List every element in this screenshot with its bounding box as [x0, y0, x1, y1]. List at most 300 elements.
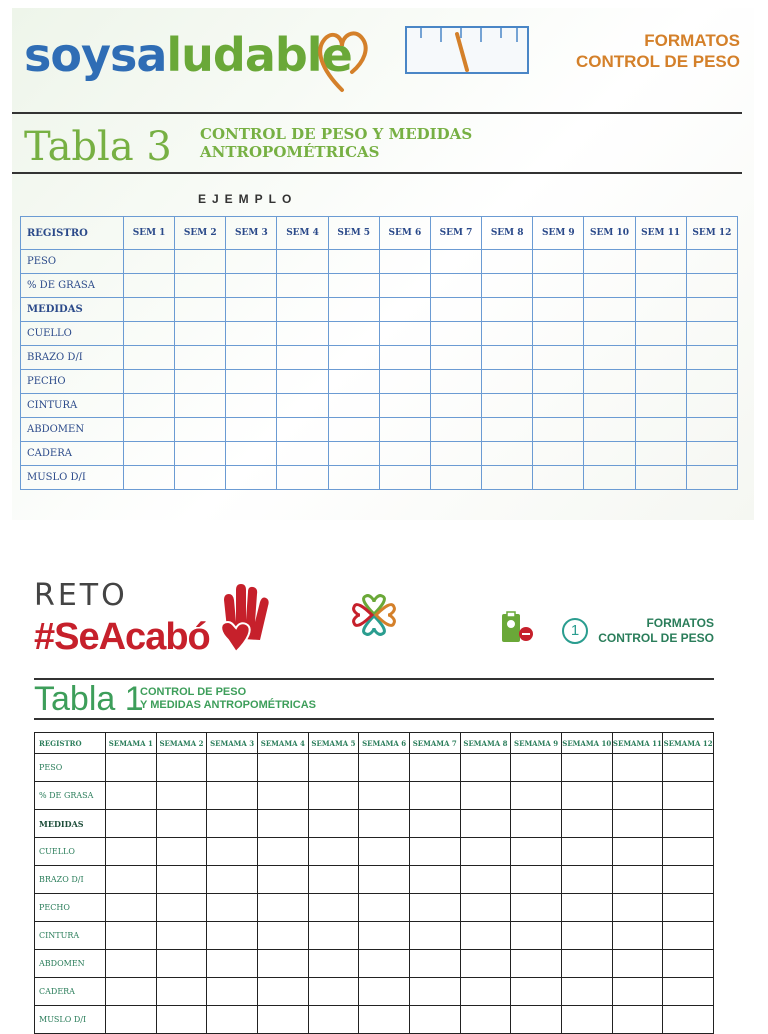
column-header: REGISTRO: [21, 217, 124, 250]
entry-cell[interactable]: [379, 442, 430, 466]
entry-cell[interactable]: [106, 978, 157, 1006]
entry-cell[interactable]: [156, 950, 207, 978]
formatos-line-2: CONTROL DE PESO: [598, 631, 714, 645]
entry-cell[interactable]: [686, 370, 737, 394]
entry-cell[interactable]: [308, 782, 359, 810]
entry-cell[interactable]: [106, 922, 157, 950]
entry-cell[interactable]: [308, 754, 359, 782]
entry-cell: [511, 810, 562, 838]
entry-cell[interactable]: [533, 466, 584, 490]
entry-cell[interactable]: [124, 418, 175, 442]
row-label: % DE GRASA: [21, 274, 124, 298]
scale-gauge-icon: [405, 26, 529, 76]
entry-cell[interactable]: [430, 346, 481, 370]
table-subtitle: [200, 125, 472, 161]
entry-cell[interactable]: [226, 466, 277, 490]
entry-cell[interactable]: [430, 466, 481, 490]
entry-cell[interactable]: [460, 754, 511, 782]
entry-cell[interactable]: [207, 950, 258, 978]
entry-cell[interactable]: [686, 346, 737, 370]
entry-cell[interactable]: [106, 782, 157, 810]
entry-cell[interactable]: [124, 322, 175, 346]
table-subtitle-line-1: CONTROL DE PESO Y MEDIDAS: [200, 125, 473, 143]
entry-cell[interactable]: [663, 978, 714, 1006]
entry-cell[interactable]: [533, 322, 584, 346]
entry-cell[interactable]: [663, 866, 714, 894]
entry-cell[interactable]: [409, 978, 460, 1006]
entry-cell[interactable]: [584, 442, 635, 466]
entry-cell: [460, 810, 511, 838]
clipboard-scale-icon: [500, 610, 536, 646]
clover-hearts-icon: [352, 592, 396, 640]
table-subtitle-line-1: CONTROL DE PESO: [140, 686, 247, 698]
entry-cell[interactable]: [561, 950, 612, 978]
entry-cell[interactable]: [156, 754, 207, 782]
entry-cell: [686, 298, 737, 322]
entry-cell[interactable]: [175, 394, 226, 418]
entry-cell[interactable]: [328, 250, 379, 274]
entry-cell[interactable]: [612, 894, 663, 922]
entry-cell[interactable]: [482, 250, 533, 274]
entry-cell[interactable]: [430, 442, 481, 466]
entry-cell: [277, 298, 328, 322]
entry-cell[interactable]: [686, 274, 737, 298]
entry-cell: [635, 298, 686, 322]
entry-cell[interactable]: [511, 782, 562, 810]
entry-cell[interactable]: [533, 394, 584, 418]
entry-cell[interactable]: [482, 442, 533, 466]
entry-cell[interactable]: [207, 1006, 258, 1034]
entry-cell[interactable]: [533, 442, 584, 466]
entry-cell[interactable]: [482, 370, 533, 394]
entry-cell[interactable]: [207, 782, 258, 810]
row-label: % DE GRASA: [35, 782, 106, 810]
entry-cell[interactable]: [277, 322, 328, 346]
entry-cell[interactable]: [124, 274, 175, 298]
entry-cell[interactable]: [584, 418, 635, 442]
entry-cell[interactable]: [257, 978, 308, 1006]
table-row: [35, 782, 714, 810]
entry-cell[interactable]: [207, 922, 258, 950]
entry-cell[interactable]: [359, 950, 410, 978]
entry-cell[interactable]: [277, 346, 328, 370]
entry-cell: [124, 298, 175, 322]
column-header: SEMAMA 7: [409, 733, 460, 754]
entry-cell: [533, 298, 584, 322]
entry-cell[interactable]: [686, 250, 737, 274]
entry-cell[interactable]: [430, 250, 481, 274]
entry-cell[interactable]: [612, 978, 663, 1006]
entry-cell[interactable]: [257, 922, 308, 950]
entry-cell[interactable]: [328, 274, 379, 298]
column-header: SEM 9: [533, 217, 584, 250]
entry-cell[interactable]: [277, 394, 328, 418]
measurement-table-example: [20, 216, 738, 490]
logo-part-ludable: ludable: [166, 28, 352, 82]
entry-cell[interactable]: [328, 370, 379, 394]
entry-cell: [561, 810, 612, 838]
top-panel: [12, 8, 754, 520]
table-title: Tabla 1: [34, 680, 144, 718]
row-label: BRAZO D/I: [35, 866, 106, 894]
entry-cell[interactable]: [175, 346, 226, 370]
divider-line: [12, 172, 742, 174]
entry-cell[interactable]: [533, 274, 584, 298]
entry-cell[interactable]: [460, 894, 511, 922]
row-label: CINTURA: [21, 394, 124, 418]
entry-cell[interactable]: [612, 838, 663, 866]
entry-cell[interactable]: [482, 274, 533, 298]
entry-cell[interactable]: [277, 442, 328, 466]
entry-cell[interactable]: [482, 466, 533, 490]
column-header: SEMAMA 8: [460, 733, 511, 754]
section-row: [21, 298, 738, 322]
entry-cell[interactable]: [409, 894, 460, 922]
entry-cell[interactable]: [430, 274, 481, 298]
entry-cell[interactable]: [663, 1006, 714, 1034]
column-header: SEMAMA 3: [207, 733, 258, 754]
entry-cell[interactable]: [308, 922, 359, 950]
formatos-line-1: FORMATOS: [644, 31, 740, 50]
entry-cell[interactable]: [663, 950, 714, 978]
entry-cell[interactable]: [277, 274, 328, 298]
entry-cell[interactable]: [106, 950, 157, 978]
entry-cell[interactable]: [612, 1006, 663, 1034]
entry-cell[interactable]: [460, 838, 511, 866]
entry-cell[interactable]: [308, 978, 359, 1006]
entry-cell[interactable]: [106, 866, 157, 894]
entry-cell[interactable]: [308, 950, 359, 978]
entry-cell[interactable]: [561, 754, 612, 782]
heart-outline-icon: [312, 18, 372, 98]
entry-cell[interactable]: [612, 950, 663, 978]
entry-cell[interactable]: [156, 894, 207, 922]
entry-cell[interactable]: [663, 782, 714, 810]
entry-cell[interactable]: [359, 894, 410, 922]
column-header: SEMAMA 4: [257, 733, 308, 754]
entry-cell[interactable]: [359, 1006, 410, 1034]
entry-cell: [175, 298, 226, 322]
entry-cell[interactable]: [156, 782, 207, 810]
column-header: SEMAMA 5: [308, 733, 359, 754]
column-header: SEMAMA 1: [106, 733, 157, 754]
entry-cell[interactable]: [460, 782, 511, 810]
entry-cell[interactable]: [359, 754, 410, 782]
entry-cell[interactable]: [328, 442, 379, 466]
entry-cell[interactable]: [511, 922, 562, 950]
entry-cell[interactable]: [379, 322, 430, 346]
entry-cell[interactable]: [511, 894, 562, 922]
entry-cell[interactable]: [511, 838, 562, 866]
column-header: SEM 10: [584, 217, 635, 250]
entry-cell[interactable]: [226, 370, 277, 394]
entry-cell[interactable]: [175, 418, 226, 442]
entry-cell[interactable]: [359, 922, 410, 950]
entry-cell[interactable]: [106, 838, 157, 866]
entry-cell[interactable]: [561, 838, 612, 866]
entry-cell[interactable]: [460, 1006, 511, 1034]
entry-cell[interactable]: [612, 922, 663, 950]
entry-cell[interactable]: [511, 866, 562, 894]
entry-cell[interactable]: [663, 922, 714, 950]
entry-cell[interactable]: [430, 370, 481, 394]
entry-cell[interactable]: [561, 922, 612, 950]
entry-cell[interactable]: [533, 370, 584, 394]
entry-cell[interactable]: [584, 466, 635, 490]
entry-cell[interactable]: [379, 418, 430, 442]
entry-cell[interactable]: [409, 922, 460, 950]
entry-cell[interactable]: [308, 866, 359, 894]
entry-cell[interactable]: [379, 466, 430, 490]
entry-cell: [409, 810, 460, 838]
entry-cell[interactable]: [460, 950, 511, 978]
entry-cell: [226, 298, 277, 322]
entry-cell[interactable]: [257, 1006, 308, 1034]
table-row: [35, 950, 714, 978]
entry-cell[interactable]: [379, 370, 430, 394]
entry-cell[interactable]: [511, 950, 562, 978]
entry-cell[interactable]: [635, 274, 686, 298]
entry-cell[interactable]: [257, 894, 308, 922]
entry-cell[interactable]: [257, 754, 308, 782]
entry-cell[interactable]: [156, 1006, 207, 1034]
entry-cell[interactable]: [207, 838, 258, 866]
entry-cell: [482, 298, 533, 322]
table-row: [35, 1006, 714, 1034]
entry-cell[interactable]: [533, 418, 584, 442]
entry-cell[interactable]: [460, 866, 511, 894]
entry-cell[interactable]: [175, 274, 226, 298]
formatos-heading: [576, 30, 740, 72]
table-header-row: [35, 733, 714, 754]
entry-cell[interactable]: [584, 370, 635, 394]
entry-cell[interactable]: [124, 442, 175, 466]
entry-cell[interactable]: [257, 838, 308, 866]
table-row: [21, 466, 738, 490]
table-row: [21, 274, 738, 298]
column-header: SEMAMA 12: [663, 733, 714, 754]
entry-cell[interactable]: [409, 866, 460, 894]
entry-cell[interactable]: [124, 466, 175, 490]
entry-cell[interactable]: [226, 346, 277, 370]
row-label: BRAZO D/I: [21, 346, 124, 370]
entry-cell[interactable]: [561, 1006, 612, 1034]
column-header: SEMAMA 11: [612, 733, 663, 754]
entry-cell[interactable]: [359, 782, 410, 810]
entry-cell[interactable]: [156, 922, 207, 950]
entry-cell[interactable]: [584, 322, 635, 346]
entry-cell[interactable]: [156, 866, 207, 894]
entry-cell[interactable]: [124, 250, 175, 274]
entry-cell[interactable]: [409, 838, 460, 866]
entry-cell[interactable]: [328, 418, 379, 442]
entry-cell[interactable]: [106, 754, 157, 782]
column-header: SEM 5: [328, 217, 379, 250]
entry-cell[interactable]: [663, 754, 714, 782]
table-subtitle-line-2: Y MEDIDAS ANTROPOMÉTRICAS: [140, 699, 317, 711]
entry-cell[interactable]: [308, 1006, 359, 1034]
entry-cell[interactable]: [207, 978, 258, 1006]
table-row: [21, 322, 738, 346]
table-row: [35, 922, 714, 950]
column-header: SEM 3: [226, 217, 277, 250]
entry-cell[interactable]: [207, 754, 258, 782]
entry-cell[interactable]: [277, 466, 328, 490]
entry-cell[interactable]: [207, 894, 258, 922]
entry-cell[interactable]: [124, 346, 175, 370]
entry-cell[interactable]: [226, 394, 277, 418]
entry-cell[interactable]: [328, 346, 379, 370]
entry-cell[interactable]: [635, 250, 686, 274]
entry-cell[interactable]: [379, 394, 430, 418]
section-row: [35, 810, 714, 838]
entry-cell[interactable]: [175, 370, 226, 394]
entry-cell[interactable]: [379, 274, 430, 298]
entry-cell: [584, 298, 635, 322]
entry-cell[interactable]: [584, 274, 635, 298]
entry-cell[interactable]: [635, 346, 686, 370]
entry-cell[interactable]: [226, 418, 277, 442]
entry-cell[interactable]: [430, 418, 481, 442]
column-header: SEM 2: [175, 217, 226, 250]
row-label: CINTURA: [35, 922, 106, 950]
entry-cell[interactable]: [226, 274, 277, 298]
entry-cell[interactable]: [635, 418, 686, 442]
measurement-table-blank: [34, 732, 714, 1034]
entry-cell[interactable]: [561, 894, 612, 922]
entry-cell[interactable]: [226, 322, 277, 346]
column-header: SEMAMA 10: [561, 733, 612, 754]
entry-cell[interactable]: [686, 442, 737, 466]
entry-cell[interactable]: [277, 418, 328, 442]
entry-cell[interactable]: [207, 866, 258, 894]
entry-cell[interactable]: [409, 1006, 460, 1034]
entry-cell: [328, 298, 379, 322]
entry-cell[interactable]: [308, 838, 359, 866]
entry-cell[interactable]: [635, 394, 686, 418]
entry-cell[interactable]: [635, 466, 686, 490]
entry-cell[interactable]: [612, 754, 663, 782]
entry-cell[interactable]: [533, 346, 584, 370]
entry-cell[interactable]: [106, 894, 157, 922]
entry-cell[interactable]: [359, 866, 410, 894]
entry-cell[interactable]: [226, 442, 277, 466]
entry-cell[interactable]: [561, 978, 612, 1006]
entry-cell[interactable]: [686, 466, 737, 490]
entry-cell[interactable]: [328, 394, 379, 418]
entry-cell[interactable]: [584, 394, 635, 418]
row-label: ABDOMEN: [35, 950, 106, 978]
entry-cell[interactable]: [663, 838, 714, 866]
entry-cell[interactable]: [561, 866, 612, 894]
row-label: MEDIDAS: [21, 298, 124, 322]
row-label: ABDOMEN: [21, 418, 124, 442]
entry-cell[interactable]: [175, 442, 226, 466]
entry-cell[interactable]: [511, 1006, 562, 1034]
table-subtitle-line-2: ANTROPOMÉTRICAS: [200, 143, 380, 161]
entry-cell[interactable]: [156, 978, 207, 1006]
entry-cell[interactable]: [106, 1006, 157, 1034]
entry-cell[interactable]: [379, 250, 430, 274]
table-row: [21, 418, 738, 442]
formatos-line-1: FORMATOS: [646, 616, 714, 630]
entry-cell[interactable]: [359, 838, 410, 866]
entry-cell[interactable]: [460, 978, 511, 1006]
entry-cell[interactable]: [257, 782, 308, 810]
entry-cell[interactable]: [257, 950, 308, 978]
entry-cell[interactable]: [226, 250, 277, 274]
entry-cell[interactable]: [409, 782, 460, 810]
table-row: [35, 838, 714, 866]
table-row: [21, 370, 738, 394]
entry-cell[interactable]: [328, 466, 379, 490]
entry-cell[interactable]: [511, 754, 562, 782]
entry-cell[interactable]: [430, 394, 481, 418]
entry-cell[interactable]: [686, 322, 737, 346]
entry-cell[interactable]: [409, 950, 460, 978]
entry-cell[interactable]: [430, 322, 481, 346]
entry-cell[interactable]: [175, 322, 226, 346]
entry-cell[interactable]: [175, 250, 226, 274]
entry-cell[interactable]: [277, 370, 328, 394]
entry-cell[interactable]: [533, 250, 584, 274]
entry-cell[interactable]: [511, 978, 562, 1006]
example-label: EJEMPLO: [198, 192, 298, 206]
entry-cell[interactable]: [561, 782, 612, 810]
entry-cell[interactable]: [635, 370, 686, 394]
entry-cell[interactable]: [663, 894, 714, 922]
entry-cell[interactable]: [124, 394, 175, 418]
entry-cell[interactable]: [308, 894, 359, 922]
entry-cell[interactable]: [635, 442, 686, 466]
entry-cell[interactable]: [257, 866, 308, 894]
table-row: [21, 250, 738, 274]
row-label: PECHO: [21, 370, 124, 394]
entry-cell[interactable]: [460, 922, 511, 950]
table-row: [35, 978, 714, 1006]
entry-cell[interactable]: [328, 322, 379, 346]
entry-cell[interactable]: [686, 418, 737, 442]
column-header: SEM 11: [635, 217, 686, 250]
table-row: [21, 442, 738, 466]
entry-cell[interactable]: [584, 250, 635, 274]
column-header: SEM 1: [124, 217, 175, 250]
entry-cell[interactable]: [482, 418, 533, 442]
entry-cell[interactable]: [482, 394, 533, 418]
entry-cell: [207, 810, 258, 838]
entry-cell[interactable]: [156, 838, 207, 866]
table-row: [21, 346, 738, 370]
entry-cell[interactable]: [686, 394, 737, 418]
entry-cell[interactable]: [482, 322, 533, 346]
column-header: SEMAMA 6: [359, 733, 410, 754]
entry-cell[interactable]: [124, 370, 175, 394]
entry-cell[interactable]: [635, 322, 686, 346]
logo-part-soysa: soysa: [24, 28, 167, 82]
entry-cell[interactable]: [175, 466, 226, 490]
entry-cell[interactable]: [612, 866, 663, 894]
entry-cell[interactable]: [409, 754, 460, 782]
entry-cell[interactable]: [359, 978, 410, 1006]
entry-cell[interactable]: [482, 346, 533, 370]
entry-cell: [156, 810, 207, 838]
entry-cell[interactable]: [584, 346, 635, 370]
column-header: SEMAMA 2: [156, 733, 207, 754]
row-label: PESO: [35, 754, 106, 782]
entry-cell[interactable]: [379, 346, 430, 370]
entry-cell[interactable]: [612, 782, 663, 810]
entry-cell[interactable]: [277, 250, 328, 274]
